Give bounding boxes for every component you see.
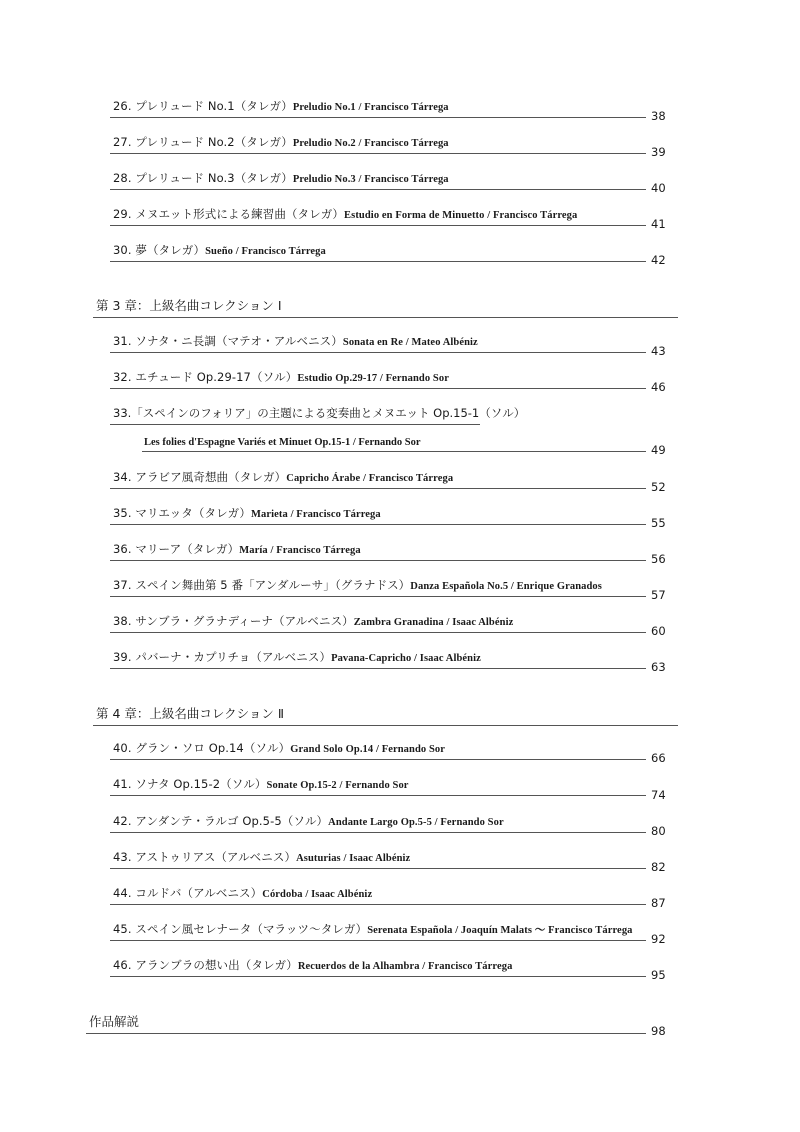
page-number: 55 <box>651 516 666 530</box>
toc-entry-english-line[interactable] <box>142 429 646 452</box>
entry-title: 35. マリエッタ（タレガ）Marieta / Francisco Tárrega <box>113 506 381 520</box>
chapter-heading[interactable] <box>93 703 678 726</box>
toc-entry-multiline[interactable] <box>110 402 526 425</box>
page-number: 80 <box>651 824 666 838</box>
toc-entry[interactable] <box>110 167 646 190</box>
page-number: 60 <box>651 624 666 638</box>
toc-entry[interactable] <box>110 366 646 389</box>
page-number: 74 <box>651 788 666 802</box>
page-number: 66 <box>651 751 666 765</box>
entry-title: 45. スペイン風セレナータ（マラッツ〜タレガ）Serenata Española / Joaquín Malats 〜 Francisco Tárrega <box>113 922 633 936</box>
page-number: 56 <box>651 552 666 566</box>
entry-title: 30. 夢（タレガ）Sueño / Francisco Tárrega <box>113 243 326 257</box>
entry-english-title: Preludio No.3 / Francisco Tárrega <box>292 174 449 185</box>
page-number: 92 <box>651 932 666 946</box>
page-number: 82 <box>651 860 666 874</box>
toc-entry[interactable] <box>110 239 646 262</box>
entry-title: 40. グラン・ソロ Op.14（ソル）Grand Solo Op.14 / Fernando Sor <box>113 741 446 755</box>
entry-english-title: Les folies d'Espagne Variés et Minuet Op.15-1 / Fernando Sor <box>144 437 421 448</box>
page-number: 38 <box>651 109 666 123</box>
toc-entry[interactable] <box>110 131 646 154</box>
toc-entry[interactable] <box>110 882 646 905</box>
toc-entry[interactable] <box>110 502 646 525</box>
entry-title: 39. パバーナ・カプリチョ（アルベニス）Pavana-Capricho / Isaac Albéniz <box>113 650 481 664</box>
page-number: 95 <box>651 968 666 982</box>
entry-english-title: Marieta / Francisco Tárrega <box>251 509 381 520</box>
page-number: 41 <box>651 217 666 231</box>
page-number: 43 <box>651 344 666 358</box>
entry-english-title: Capricho Árabe / Francisco Tárrega <box>286 473 454 484</box>
page-number: 46 <box>651 380 666 394</box>
entry-title: 32. エチュード Op.29-17（ソル）Estudio Op.29-17 / Fernando Sor <box>113 370 449 384</box>
entry-english-title: María / Francisco Tárrega <box>239 545 361 556</box>
entry-english-title: Serenata Española / Joaquín Malats 〜 Francisco Tárrega <box>367 925 633 936</box>
page-number: 49 <box>651 443 666 457</box>
entry-title: 34. アラビア風奇想曲（タレガ）Capricho Árabe / Francisco Tárrega <box>113 470 454 484</box>
entry-english-title: Estudio en Forma de Minuetto / Francisco Tárrega <box>344 210 578 221</box>
toc-entry[interactable] <box>110 538 646 561</box>
page-number: 87 <box>651 896 666 910</box>
toc-entry[interactable] <box>110 918 646 941</box>
commentary-heading[interactable] <box>86 1011 646 1034</box>
toc-entry[interactable] <box>110 330 646 353</box>
entry-title: 31. ソナタ・ニ長調（マテオ・アルベニス）Sonata en Re / Mateo Albéniz <box>113 334 478 348</box>
toc-entry[interactable] <box>110 574 646 597</box>
entry-english-title: Danza Española No.5 / Enrique Granados <box>410 581 602 592</box>
page-number: 39 <box>651 145 666 159</box>
page-number: 57 <box>651 588 666 602</box>
entry-english-title: Grand Solo Op.14 / Fernando Sor <box>290 744 446 755</box>
chapter-title: 第 4 章：上級名曲コレクション Ⅱ <box>96 706 285 721</box>
entry-english-title: Asuturias / Isaac Albéniz <box>296 853 411 864</box>
chapter-heading[interactable] <box>93 295 678 318</box>
toc-entry[interactable] <box>110 646 646 669</box>
entry-title: 44. コルドバ（アルベニス）Córdoba / Isaac Albéniz <box>113 886 373 900</box>
entry-english-title: Zambra Granadina / Isaac Albéniz <box>353 617 514 628</box>
page-number: 98 <box>651 1024 666 1038</box>
entry-title: 33.「スペインのフォリア」の主題による変奏曲とメヌエット Op.15-1（ソル） <box>113 406 526 420</box>
entry-title: 27. プレリュード No.2（タレガ）Preludio No.2 / Francisco Tárrega <box>113 135 449 149</box>
entry-title: 41. ソナタ Op.15-2（ソル）Sonate Op.15-2 / Fernando Sor <box>113 777 409 791</box>
entry-english-title: Sonate Op.15-2 / Fernando Sor <box>266 780 409 791</box>
toc-entry[interactable] <box>110 203 646 226</box>
entry-title: 28. プレリュード No.3（タレガ）Preludio No.3 / Francisco Tárrega <box>113 171 449 185</box>
entry-title: 38. サンブラ・グラナディーナ（アルベニス）Zambra Granadina / Isaac Albéniz <box>113 614 514 628</box>
entry-english-title: Sonata en Re / Mateo Albéniz <box>342 337 478 348</box>
toc-entry[interactable] <box>110 773 646 796</box>
page-number: 40 <box>651 181 666 195</box>
toc-entry[interactable] <box>110 954 646 977</box>
page-number: 63 <box>651 660 666 674</box>
entry-title: 29. メヌエット形式による練習曲（タレガ）Estudio en Forma de Minuetto / Francisco Tárrega <box>113 207 578 221</box>
chapter-title: 第 3 章：上級名曲コレクション Ⅰ <box>96 298 282 313</box>
toc-entry[interactable] <box>110 846 646 869</box>
toc-entry[interactable] <box>110 810 646 833</box>
entry-title: 36. マリーア（タレガ）María / Francisco Tárrega <box>113 542 361 556</box>
toc-entry[interactable] <box>110 95 646 118</box>
entry-english-title: Andante Largo Op.5-5 / Fernando Sor <box>328 817 504 828</box>
toc-entry[interactable] <box>110 737 646 760</box>
entry-english-title: Estudio Op.29-17 / Fernando Sor <box>297 373 449 384</box>
page-number: 52 <box>651 480 666 494</box>
toc-entry[interactable] <box>110 466 646 489</box>
entry-english-title: Preludio No.2 / Francisco Tárrega <box>292 138 449 149</box>
entry-title: 43. アストゥリアス（アルベニス）Asuturias / Isaac Albéniz <box>113 850 411 864</box>
entry-english-title: Córdoba / Isaac Albéniz <box>262 889 373 900</box>
entry-title: 37. スペイン舞曲第 5 番「アンダルーサ」（グラナドス）Danza Española No.5 / Enrique Granados <box>113 578 602 592</box>
entry-english-title: Sueño / Francisco Tárrega <box>205 246 326 257</box>
entry-title: 26. プレリュード No.1（タレガ）Preludio No.1 / Francisco Tárrega <box>113 99 449 113</box>
entry-english-title: Recuerdos de la Alhambra / Francisco Tárrega <box>297 961 513 972</box>
page-number: 42 <box>651 253 666 267</box>
entry-english-title: Pavana-Capricho / Isaac Albéniz <box>331 653 481 664</box>
entry-english-title: Preludio No.1 / Francisco Tárrega <box>292 102 449 113</box>
entry-title: 46. アランブラの想い出（タレガ）Recuerdos de la Alhambra / Francisco Tárrega <box>113 958 513 972</box>
toc-entry[interactable] <box>110 610 646 633</box>
entry-title: 42. アンダンテ・ラルゴ Op.5-5（ソル）Andante Largo Op.5-5 / Fernando Sor <box>113 814 504 828</box>
commentary-title: 作品解説 <box>89 1014 140 1029</box>
